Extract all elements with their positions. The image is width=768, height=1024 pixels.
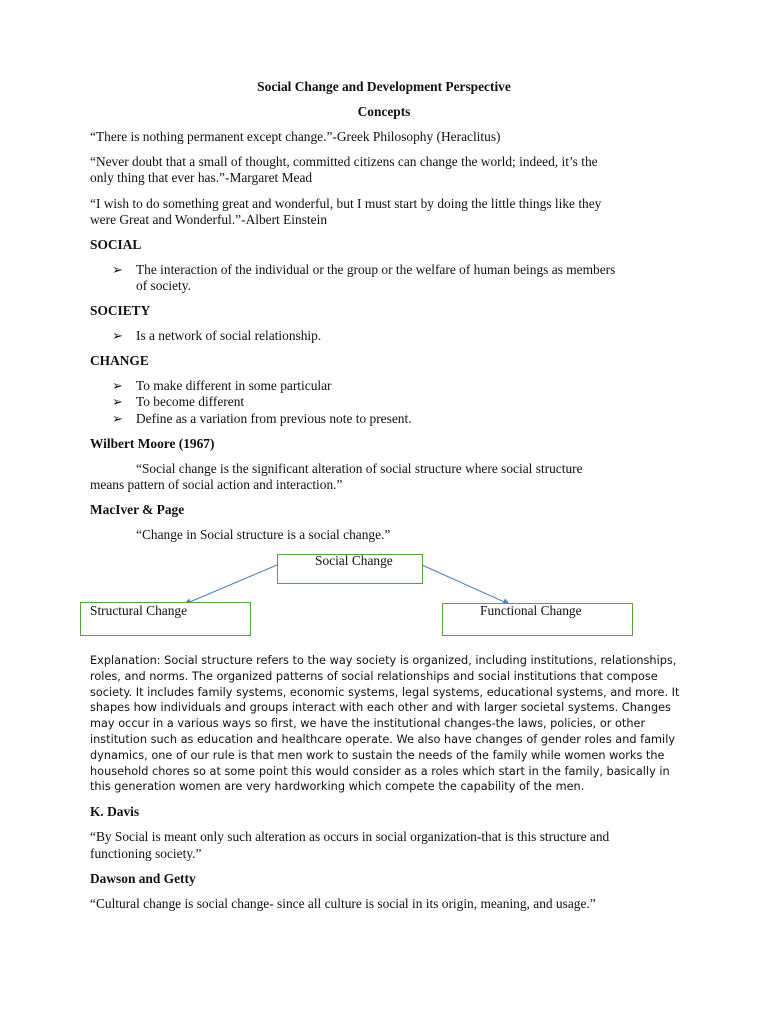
heading-maciver: MacIver & Page [90,502,185,517]
heading-society: SOCIETY [90,303,151,318]
explanation-line: household chores so at some point this would consider as a roles which start in the family, basically in [90,764,670,778]
society-bullet: Is a network of social relationship. [136,328,322,343]
document-title: Social Change and Development Perspective [257,79,511,94]
dawson-quote: “Cultural change is social change- since all culture is social in its origin, meaning, and usage.” [90,896,596,911]
quote-einstein-line-2: were Great and Wonderful.”-Albert Einstein [90,212,328,227]
document-subtitle: Concepts [357,104,411,119]
heading-change: CHANGE [90,353,149,368]
diagram-label-structural-change: Structural Change [90,603,188,618]
bullet-arrow-icon: ➢ [112,378,123,393]
explanation-line: Explanation: Social structure refers to the way society is organized, including institutions, relationships, [90,654,677,667]
quote-mead-line-2: only thing that ever has.”-Margaret Mead [90,170,313,185]
moore-quote-line-2: means pattern of social action and interaction.” [90,477,343,492]
explanation-line: dynamics, one of our rule is that men work to sustain the needs of the family while women works the [90,748,665,762]
explanation-line: institution such as education and healthcare operate. We also have changes of gender roles and family [90,732,676,746]
davis-quote-line-2: functioning society.” [90,846,202,861]
davis-quote-line-1: “By Social is meant only such alteration as occurs in social organization-that is this structure and [90,829,610,844]
change-bullet-1: To make different in some particular [136,378,332,393]
diagram-label-social-change: Social Change [315,553,393,568]
moore-quote-line-1: “Social change is the significant alteration of social structure where social structure [136,461,583,476]
diagram-label-functional-change: Functional Change [480,603,582,618]
explanation-line: may occur in a various ways so first, we have the institutional changes-the laws, policies, or other [90,717,646,731]
bullet-arrow-icon: ➢ [112,262,123,277]
heading-social: SOCIAL [90,237,142,252]
maciver-quote: “Change in Social structure is a social change.” [136,527,391,542]
explanation-line: roles, and norms. The organized patterns of social relationships and social institutions that compose [90,669,658,683]
arrow-to-functional [422,565,509,604]
heading-moore: Wilbert Moore (1967) [90,436,215,451]
social-bullet-line-2: of society. [136,278,191,293]
heading-davis: K. Davis [90,804,140,819]
bullet-arrow-icon: ➢ [112,328,123,343]
quote-einstein-line-1: “I wish to do something great and wonderful, but I must start by doing the little things like they [90,196,602,211]
heading-dawson: Dawson and Getty [90,871,196,886]
social-bullet-line-1: The interaction of the individual or the group or the welfare of human beings as members [136,262,616,277]
change-bullet-2: To become different [136,394,245,409]
explanation-line: society. It includes family systems, economic systems, legal systems, educational systems, and more. It [90,685,680,699]
arrow-to-structural [185,565,277,604]
bullet-arrow-icon: ➢ [112,394,123,409]
quote-mead-line-1: “Never doubt that a small of thought, committed citizens can change the world; indeed, it’s the [90,154,598,169]
explanation-line: this generation women are very hardworking which compete the capability of the men. [90,780,585,794]
quote-heraclitus: “There is nothing permanent except change.”-Greek Philosophy (Heraclitus) [90,129,501,144]
change-bullet-3: Define as a variation from previous note to present. [136,411,412,426]
bullet-arrow-icon: ➢ [112,411,123,426]
explanation-paragraph [90,653,680,795]
explanation-line: shapes how individuals and groups interact with each other and with larger societal systems. Changes [90,701,671,715]
